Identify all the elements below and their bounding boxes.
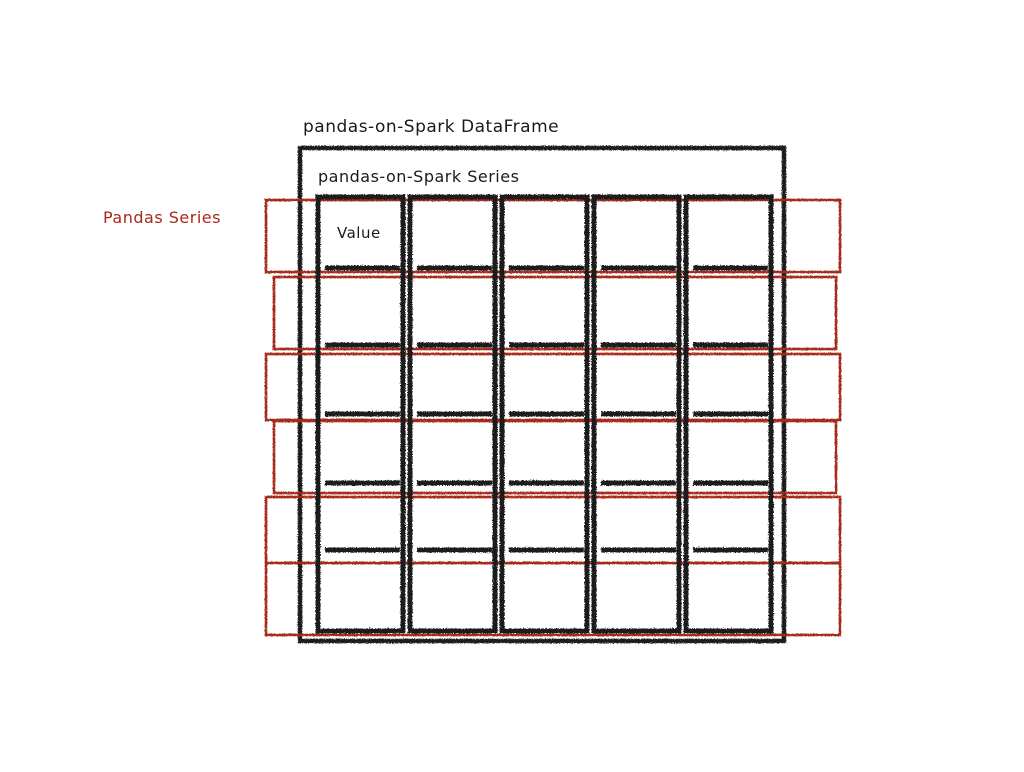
value-cell-label: Value — [337, 224, 381, 242]
pandas-series-row — [274, 277, 836, 349]
pandas-series-row — [266, 354, 840, 420]
pandas-series-label: Pandas Series — [103, 208, 221, 227]
dataframe-outer-box — [300, 148, 784, 641]
pandas-series-row — [266, 563, 840, 635]
spark-series-label: pandas-on-Spark Series — [318, 167, 520, 186]
pandas-series-row — [266, 497, 840, 563]
cell-separator-ticks — [325, 268, 768, 550]
dataframe-label: pandas-on-Spark DataFrame — [303, 117, 560, 137]
pandas-series-row-boxes — [266, 200, 840, 635]
